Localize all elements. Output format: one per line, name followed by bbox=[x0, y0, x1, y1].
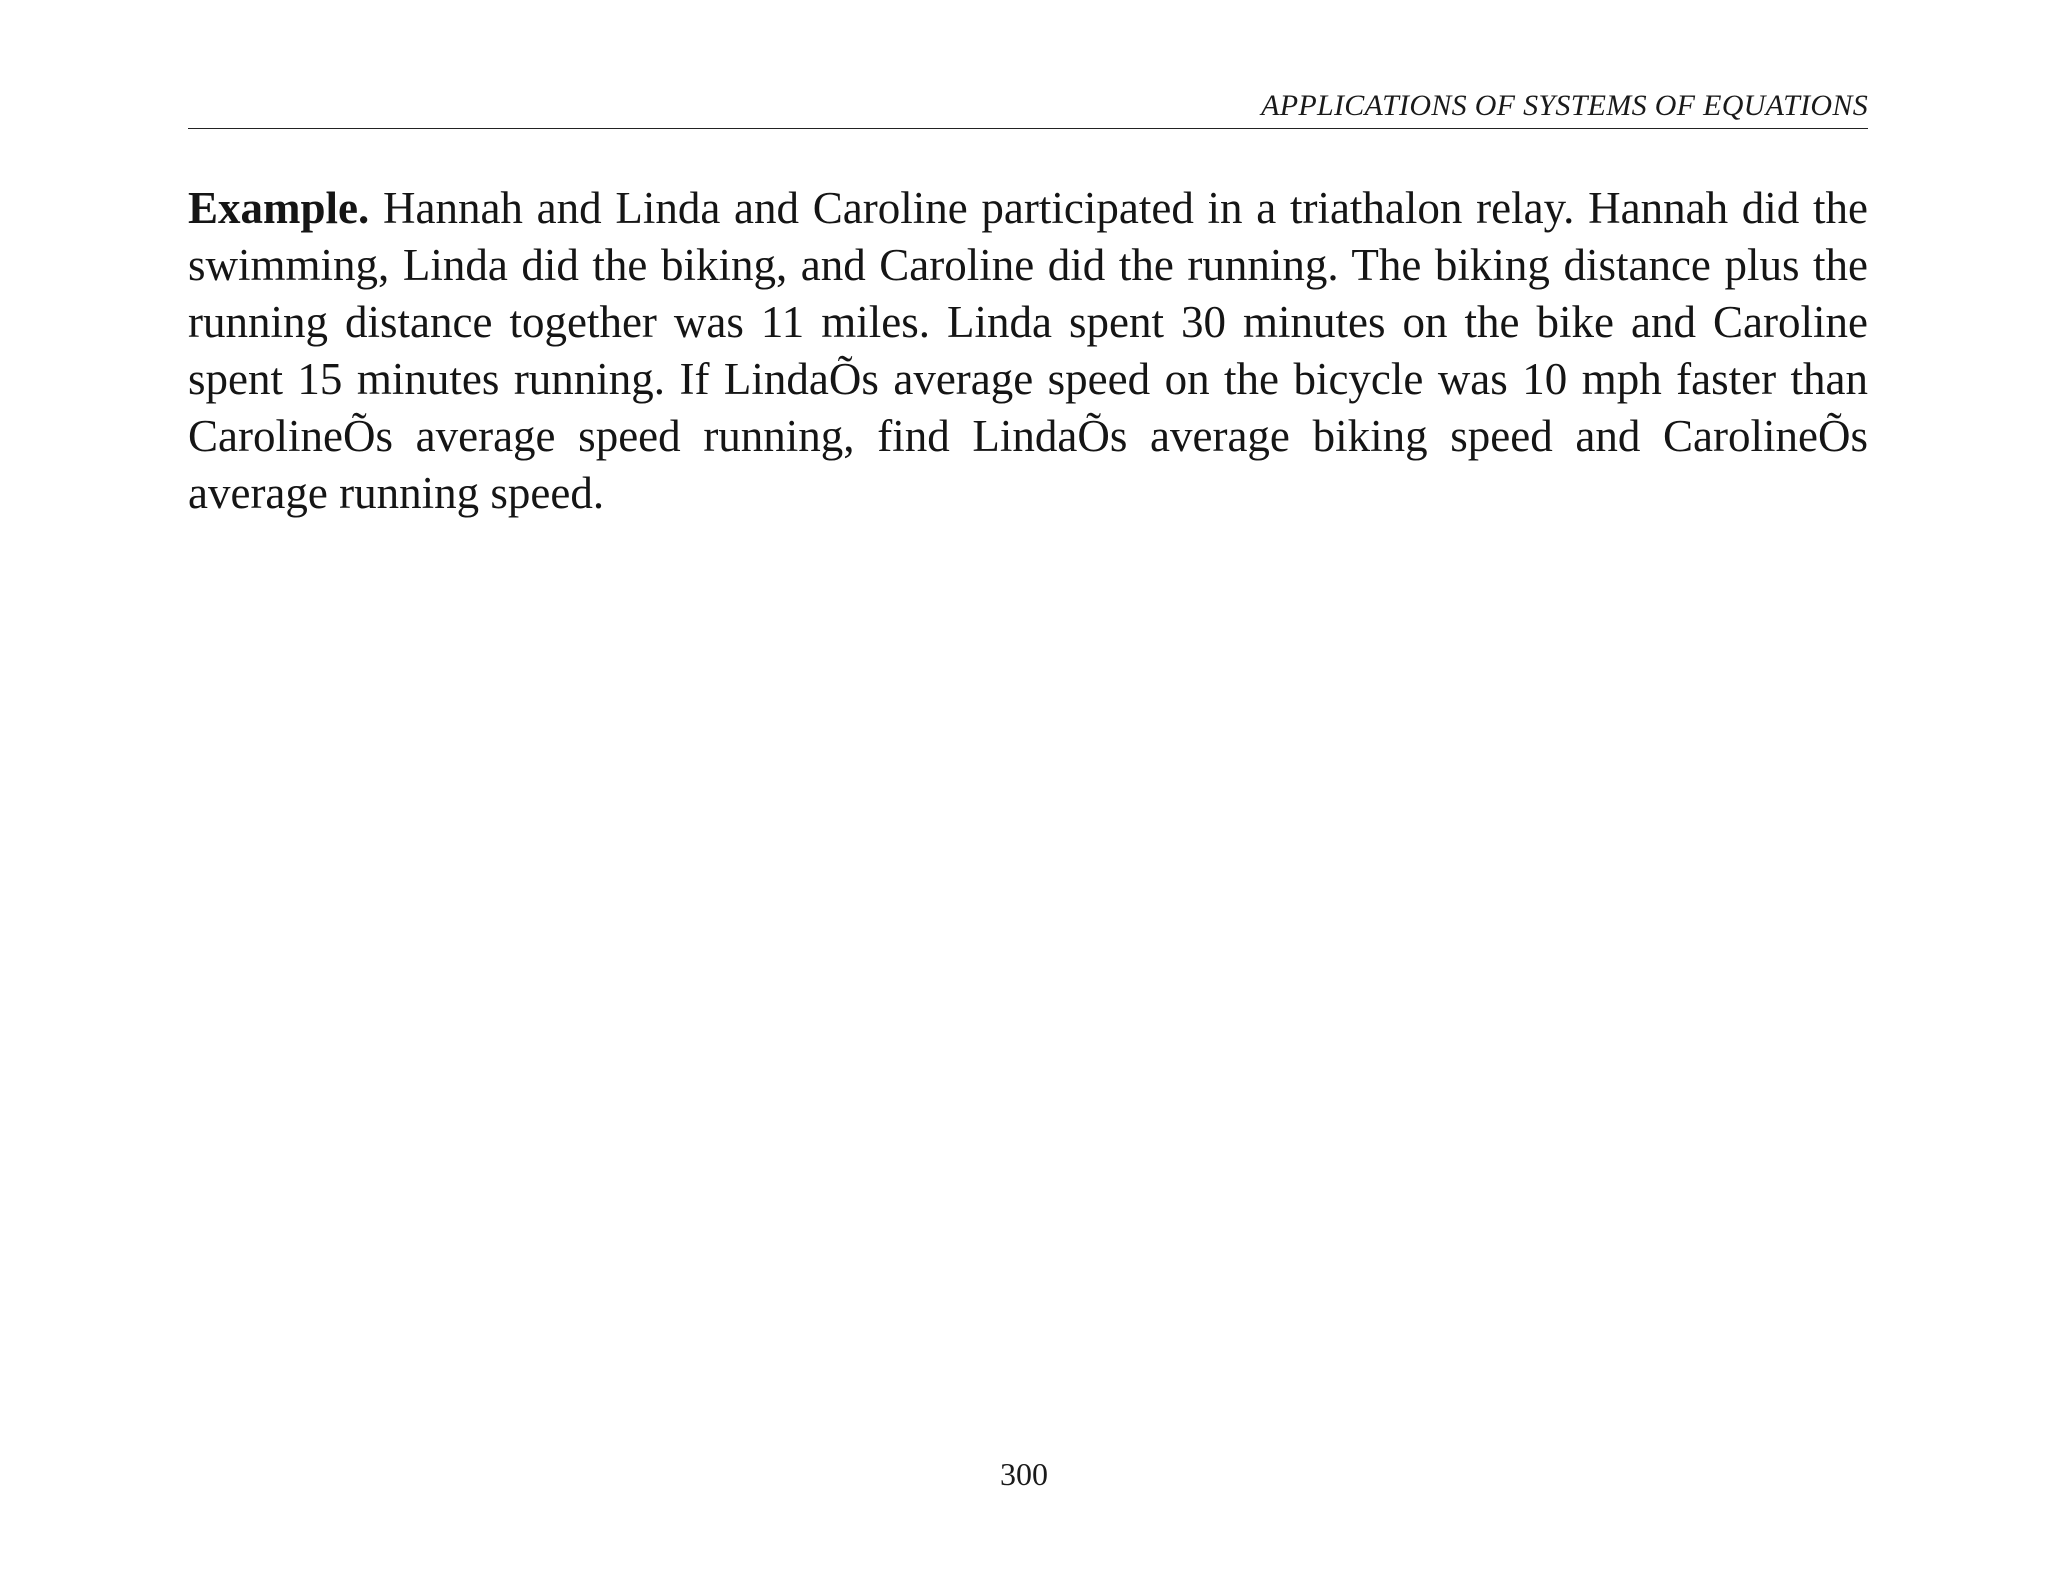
running-header: APPLICATIONS OF SYSTEMS OF EQUATIONS bbox=[1261, 89, 1868, 122]
page-number: 300 bbox=[1000, 1456, 1048, 1492]
header-rule bbox=[188, 128, 1868, 129]
example-paragraph bbox=[188, 180, 1868, 522]
example-label: Example. bbox=[188, 183, 370, 233]
example-text: Hannah and Linda and Caroline participated in a triathalon relay. Hannah did the swimming, Linda did the biking, and Caroline did the running. The biking distance plus the running distance together was 11 miles. Linda spent 30 minutes on the bike and Caroline spent 15 minutes running. If LindaÕs average speed on the bicycle was 10 mph faster than CarolineÕs average speed running, find LindaÕs average biking speed and CarolineÕs average running speed. bbox=[188, 183, 1868, 518]
